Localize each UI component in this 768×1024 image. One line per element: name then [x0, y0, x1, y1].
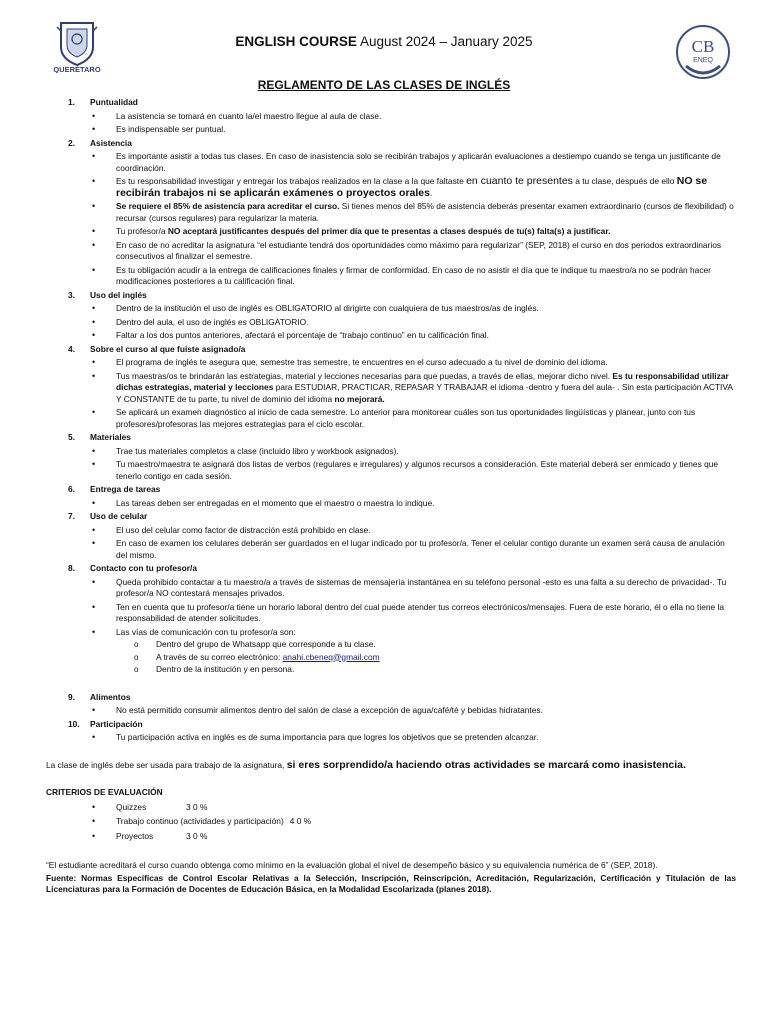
list-item: • Tus maestras/os te brindarán las estrategias, material y lecciones necesarias para que puedas, a través de ellas, mejorar dicho nivel. Es tu responsabilidad utilizar dichas estrategias, material y lecciones para ESTUDIAR, PRACTICAR, REPASAR Y TRABAJAR el idioma -dentro y fuera del aula- . Sin esta participación ACTIVA Y CONSTANTE de tu parte, tu nivel de dominio del idioma no mejorará.	[92, 370, 733, 404]
list-item: • Es tu responsabilidad investigar y entregar los trabajos realizados en la clase a la que faltaste en cuanto te presentes a tu clase, después de ello NO se recibirán trabajos ni se aplicarán exámenes o proyectos orales.	[92, 175, 708, 199]
course-header	[0, 34, 768, 49]
document-title: REGLAMENTO DE LAS CLASES DE INGLÉS	[257, 78, 511, 92]
email-link[interactable]: anahi.cbeneq@gmail.com	[282, 651, 380, 662]
list-item: • Se aplicará un examen diagnóstico al inicio de cada semestre. Lo anterior para monitorear cuáles son tus oportunidades lingüísticas y planear, junto con tus profesores/profesoras las mejores estrategias para el ciclo escolar.	[92, 407, 696, 429]
course-name: ENGLISH COURSE	[235, 34, 357, 49]
list-item: • Tu maestro/maestra te asignará dos listas de verbos (regulares e irregulares) y algunos recursos a consideración. Este material deberá ser enmicado y tienes que tenerlo contigo en cada sesión.	[92, 459, 719, 481]
source-citation: Fuente: Normas Específicas de Control Escolar Relativas a la Selección, Inscripción, Reinscripción, Acreditación, Regularización, Certificación y Titulación de las Licenciaturas para la Formación de Docentes de Educación Básica, en la Modalidad Escolarizada (planes 2018).	[46, 872, 736, 894]
list-item: • Tu profesor/a NO aceptará justificantes después del primer día que te presentas a clases después de tu(s) falta(s) a justificar.	[92, 226, 611, 236]
sub-list-item: o Dentro del grupo de Whatsapp que corresponde a tu clase.	[134, 639, 376, 649]
svg-text:ENEQ: ENEQ	[693, 57, 713, 64]
inasistencia-note: La clase de inglés debe ser usada para trabajo de la asignatura, si eres sorprendido/a haciendo otras actividades se marcará como inasistencia.	[46, 758, 686, 771]
list-item: • Las vías de comunicación con tu profesor/a son:	[92, 626, 296, 637]
list-item: • Ten en cuenta que tu profesor/a tiene un horario laboral dentro del cual puede atender tus correos electrónicos/mensajes. Fuera de este horario, él o ella no tiene la responsabilidad de atender solicitudes.	[92, 601, 725, 623]
list-item: • El uso del celular como factor de distracción está prohibido en clase.	[92, 524, 371, 535]
list-item: • El programa de inglés te asegura que, semestre tras semestre, te encuentres en el curso adecuado a tu nivel de dominio del idioma.	[92, 357, 608, 367]
list-item: • Las tareas deben ser entregadas en el momento que el maestro o maestra lo indique.	[92, 497, 435, 508]
section-heading: 1. Puntualidad	[68, 97, 138, 107]
list-item: • Dentro de la institución el uso de inglés es OBLIGATORIO al dirigirte con cualquiera de tus maestros/as de inglés.	[92, 303, 539, 313]
list-item: • Tu participación activa en inglés es de suma importancia para que logres los objetivos que se pretenden alcanzar.	[92, 732, 539, 742]
section-heading: 10. Participación	[68, 718, 143, 729]
list-item: • No está permitido consumir alimentos dentro del salón de clase a excepción de agua/café/té y bebidas hidratantes.	[92, 705, 543, 715]
section-heading: 3. Uso del inglés	[68, 289, 147, 300]
section-heading: 4. Sobre el curso al que fuiste asignado/a	[68, 343, 246, 354]
cbeneq-logo	[672, 22, 734, 84]
criteria-item: • Trabajo continuo (actividades y participación) 4 0 %	[92, 816, 312, 826]
section-heading: 8. Contacto con tu profesor/a	[68, 563, 198, 573]
section-heading: 5. Materiales	[68, 432, 131, 442]
sep-quote: “El estudiante acreditará el curso cuando obtenga como mínimo en la evaluación global el nivel de desempeño básico y su equivalencia numérica de 6” (SEP, 2018).	[46, 860, 658, 870]
section-heading: 9. Alimentos	[68, 691, 131, 702]
criteria-item: • Proyectos 3 0 %	[92, 830, 208, 841]
list-item: • Trae tus materiales completos a clase (incluido libro y workbook asignados).	[92, 445, 399, 456]
rules-content	[46, 95, 736, 896]
section-heading: 2. Asistencia	[68, 137, 132, 148]
list-item: • Se requiere el 85% de asistencia para acreditar el curso. Si tienes menos del 85% de asistencia deberás presentar examen extraordinario (cursos de flexibilidad) o recursar (cursos regulares) para regularizar la materia.	[92, 201, 734, 223]
list-item: • En caso de no acreditar la asignatura “el estudiante tendrá dos oportunidades como máximo para regularizar” (SEP, 2018) el curso en dos periodos extraordinarios consecutivos al finalizar el semestre.	[92, 239, 722, 261]
sub-list-item: o Dentro de la institución y en persona.	[134, 664, 295, 674]
section-heading: 6. Entrega de tareas	[68, 484, 161, 494]
criteria-title: CRITERIOS DE EVALUACIÓN	[46, 787, 163, 797]
list-item: • Dentro del aula, el uso de inglés es OBLIGATORIO.	[92, 316, 309, 327]
list-item: • Es importante asistir a todas tus clases. En caso de inasistencia solo se recibirán trabajos y aplicarán evaluaciones a destiempo cuando se tenga un justificante de coordinación.	[92, 151, 721, 173]
sub-list-item: o A través de su correo electrónico: anahi.cbeneq@gmail.com	[134, 651, 380, 662]
list-item: • Es indispensable ser puntual.	[92, 124, 226, 134]
list-item: • Faltar a los dos puntos anteriores, afectará el porcentaje de “trabajo continuo” en tu calificación final.	[92, 330, 489, 340]
course-period: August 2024 – January 2025	[359, 34, 533, 49]
section-heading: 7. Uso de celular	[68, 511, 148, 521]
svg-text:QUERÉTARO: QUERÉTARO	[53, 65, 101, 73]
list-item: • La asistencia se tomará en cuanto la/el maestro llegue al aula de clase.	[92, 110, 382, 121]
svg-text:CB: CB	[691, 37, 715, 56]
list-item: • En caso de examen los celulares deberán ser guardados en el lugar indicado por tu profesor/a. Tener el celular contigo durante un examen será causa de anulación del mismo.	[92, 538, 725, 560]
criteria-item: • Quizzes 3 0 %	[92, 801, 208, 812]
list-item: • Queda prohibido contactar a tu maestro/a a través de sistemas de mensajería instantánea en su teléfono personal -esto es una falta a su derecho de privacidad-. Tu profesor/a NO contestará mensajes privados.	[92, 576, 727, 598]
list-item: • Es tu obligación acudir a la entrega de calificaciones finales y firmar de conformidad. En caso de no asistir el día que te indique tu maestro/a no se podrán hacer modificaciones posteriores a tu calificación final.	[92, 264, 711, 286]
